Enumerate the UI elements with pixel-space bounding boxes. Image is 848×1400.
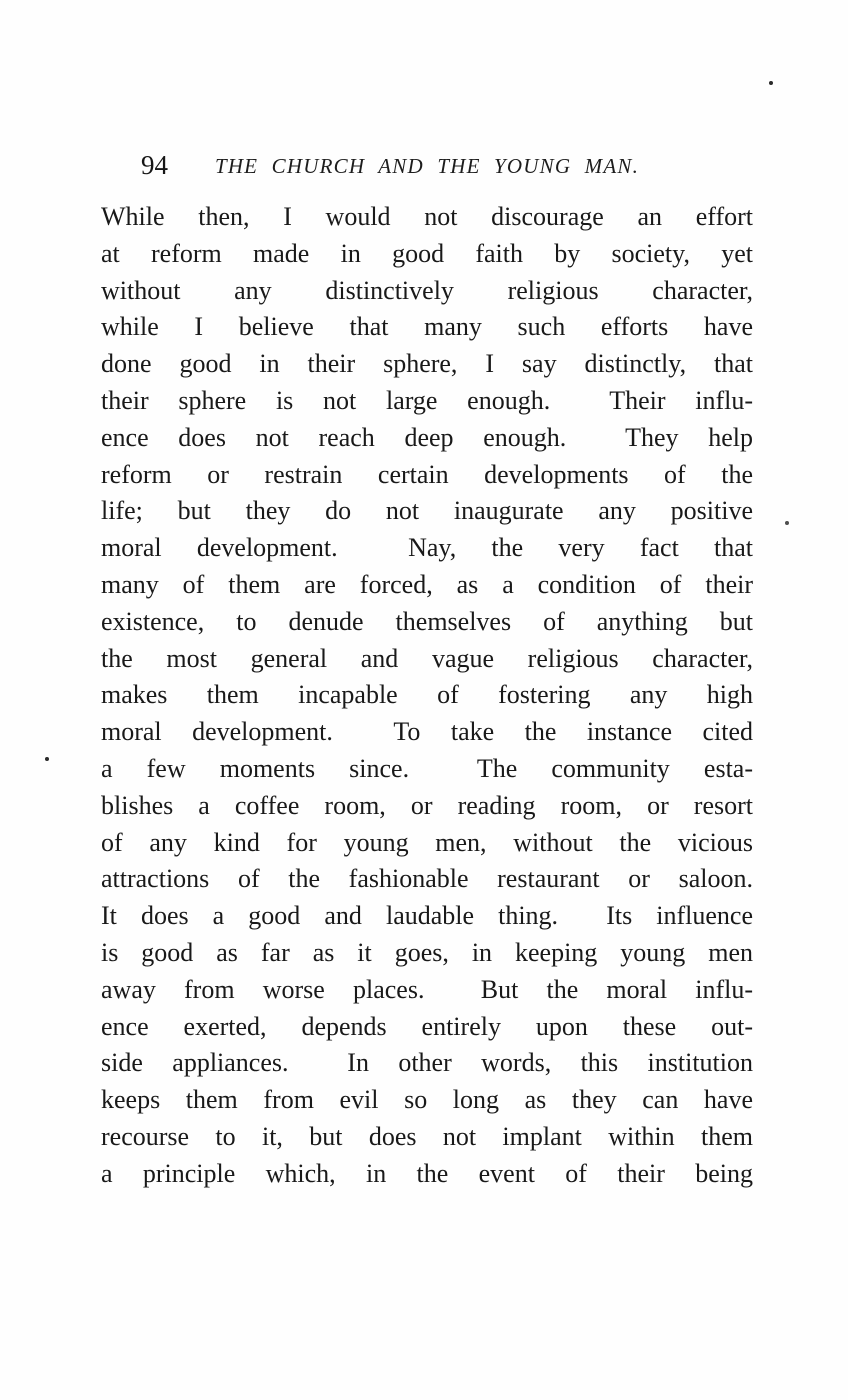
text-line: attractions of the fashionable restaurant or saloon. (101, 864, 753, 894)
text-line: It does a good and laudable thing. Its influence (101, 901, 753, 931)
text-line: of any kind for young men, without the vicious (101, 827, 753, 857)
text-line: many of them are forced, as a condition of their (101, 569, 753, 599)
text-line: blishes a coffee room, or reading room, or resort (101, 790, 753, 820)
text-line: away from worse places. But the moral influ- (101, 974, 753, 1004)
text-line: a few moments since. The community esta- (101, 753, 753, 783)
page-body-text (101, 199, 753, 1193)
text-line: is good as far as it goes, in keeping young men (101, 937, 753, 967)
text-line: keeps them from evil so long as they can have (101, 1085, 753, 1115)
text-line: existence, to denude themselves of anything but (101, 606, 753, 636)
scan-speck (45, 757, 49, 761)
text-line: moral development. Nay, the very fact that (101, 533, 753, 563)
text-line: life; but they do not inaugurate any positive (101, 496, 753, 526)
text-line: makes them incapable of fostering any high (101, 680, 753, 710)
text-line: a principle which, in the event of their being (101, 1158, 753, 1188)
text-line: while I believe that many such efforts have (101, 312, 753, 342)
text-line: without any distinctively religious character, (101, 275, 753, 305)
text-line: recourse to it, but does not implant within them (101, 1121, 753, 1151)
text-line: reform or restrain certain developments of the (101, 459, 753, 489)
text-line: done good in their sphere, I say distinctly, that (101, 349, 753, 379)
text-line: their sphere is not large enough. Their influ- (101, 385, 753, 415)
text-line: at reform made in good faith by society, yet (101, 238, 753, 268)
page-number: 94 (141, 150, 168, 180)
text-line: While then, I would not discourage an effort (101, 202, 753, 231)
running-header (101, 151, 753, 181)
text-line: moral development. To take the instance cited (101, 717, 753, 747)
scan-speck (785, 521, 789, 525)
text-line: ence does not reach deep enough. They help (101, 422, 753, 452)
text-line: ence exerted, depends entirely upon these out- (101, 1011, 753, 1041)
scan-speck (769, 81, 773, 85)
text-line: side appliances. In other words, this institution (101, 1048, 753, 1078)
running-header-title: THE CHURCH AND THE YOUNG MAN. (214, 154, 640, 178)
text-line: the most general and vague religious character, (101, 643, 753, 673)
